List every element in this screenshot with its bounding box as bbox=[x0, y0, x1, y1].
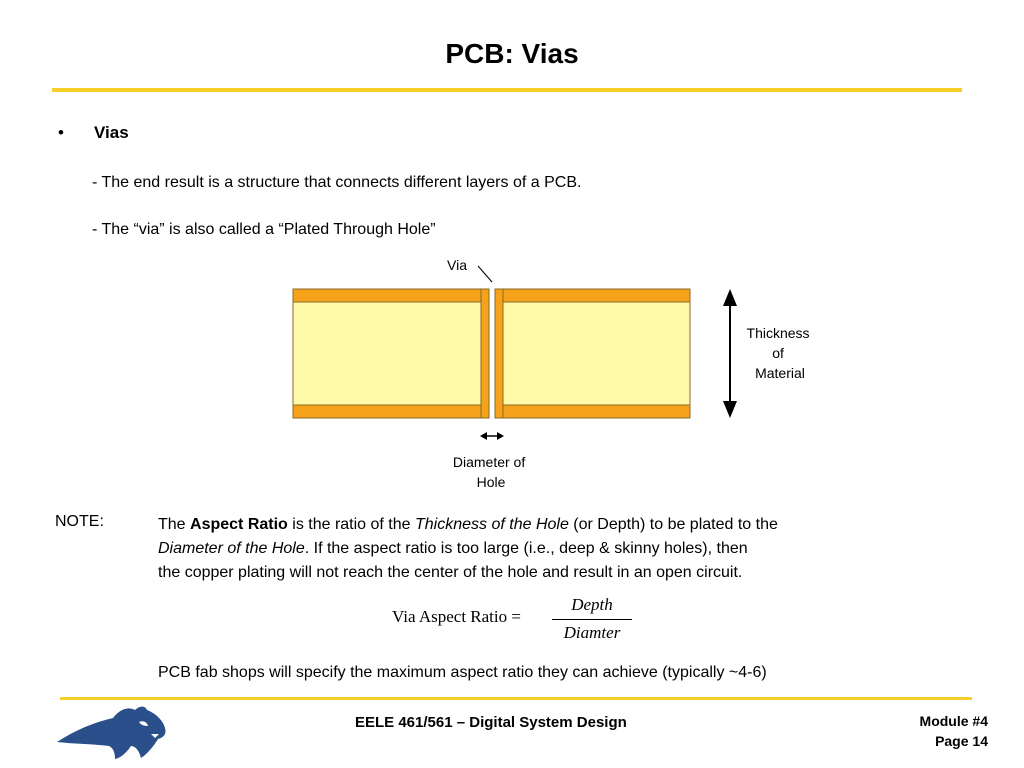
bullet-line-2: - The “via” is also called a “Plated Through Hole” bbox=[92, 221, 436, 238]
thickness-label-line-2: of bbox=[772, 345, 784, 361]
module-number: Module #4 bbox=[919, 713, 988, 729]
via-pointer-line bbox=[478, 266, 492, 282]
left-bottom-copper-layer bbox=[293, 405, 481, 418]
note-text bbox=[158, 513, 958, 585]
note-part-1: The bbox=[158, 516, 191, 533]
thickness-double-arrow-icon bbox=[723, 289, 737, 418]
footer-divider bbox=[60, 697, 972, 700]
bullet-symbol: • bbox=[58, 123, 64, 142]
page-number: Page 14 bbox=[935, 733, 988, 749]
thickness-label-line-1: Thickness bbox=[746, 325, 810, 341]
note-label: NOTE: bbox=[55, 513, 104, 530]
right-hole-plating bbox=[495, 289, 503, 418]
thickness-label-line-3: Material bbox=[755, 365, 805, 381]
formula-lhs: Via Aspect Ratio = bbox=[392, 607, 521, 626]
bobcat-logo-icon bbox=[55, 704, 170, 760]
module-page-info bbox=[920, 711, 988, 751]
via-label: Via bbox=[447, 257, 467, 273]
thickness-label bbox=[747, 325, 814, 381]
right-top-copper-layer bbox=[503, 289, 690, 302]
note-part-4: . If the aspect ratio is too large (i.e., deep & skinny holes), then bbox=[304, 540, 748, 557]
formula-fraction bbox=[552, 595, 632, 643]
diameter-double-arrow-icon bbox=[480, 432, 504, 440]
via-cross-section-diagram bbox=[280, 250, 840, 495]
note-part-2: is the ratio of the bbox=[287, 516, 415, 533]
aspect-ratio-term: Aspect Ratio bbox=[190, 516, 288, 533]
course-title: EELE 461/561 – Digital System Design bbox=[355, 714, 627, 731]
thickness-term: Thickness of the Hole bbox=[415, 516, 569, 533]
fab-shop-note: PCB fab shops will specify the maximum aspect ratio they can achieve (typically ~4-6) bbox=[158, 664, 767, 681]
fraction-bar bbox=[552, 619, 632, 620]
bullet-line-1: - The end result is a structure that connects different layers of a PCB. bbox=[92, 174, 582, 191]
note-part-3: (or Depth) to be plated to the bbox=[568, 516, 778, 533]
bullet-heading: Vias bbox=[94, 123, 129, 142]
note-part-5: the copper plating will not reach the center of the hole and result in an open circuit. bbox=[158, 564, 743, 581]
left-substrate bbox=[293, 302, 481, 405]
diameter-label bbox=[453, 454, 529, 490]
diameter-label-line-2: Hole bbox=[476, 474, 506, 490]
right-substrate bbox=[503, 302, 690, 405]
title-divider bbox=[52, 88, 962, 92]
left-top-copper-layer bbox=[293, 289, 481, 302]
formula-numerator: Depth bbox=[571, 595, 613, 614]
left-hole-plating bbox=[481, 289, 489, 418]
page-title: PCB: Vias bbox=[445, 38, 579, 69]
formula-denominator: Diamter bbox=[563, 623, 621, 642]
diameter-label-line-1: Diameter of bbox=[452, 454, 526, 470]
diameter-term: Diameter of the Hole bbox=[158, 540, 305, 557]
right-bottom-copper-layer bbox=[503, 405, 690, 418]
